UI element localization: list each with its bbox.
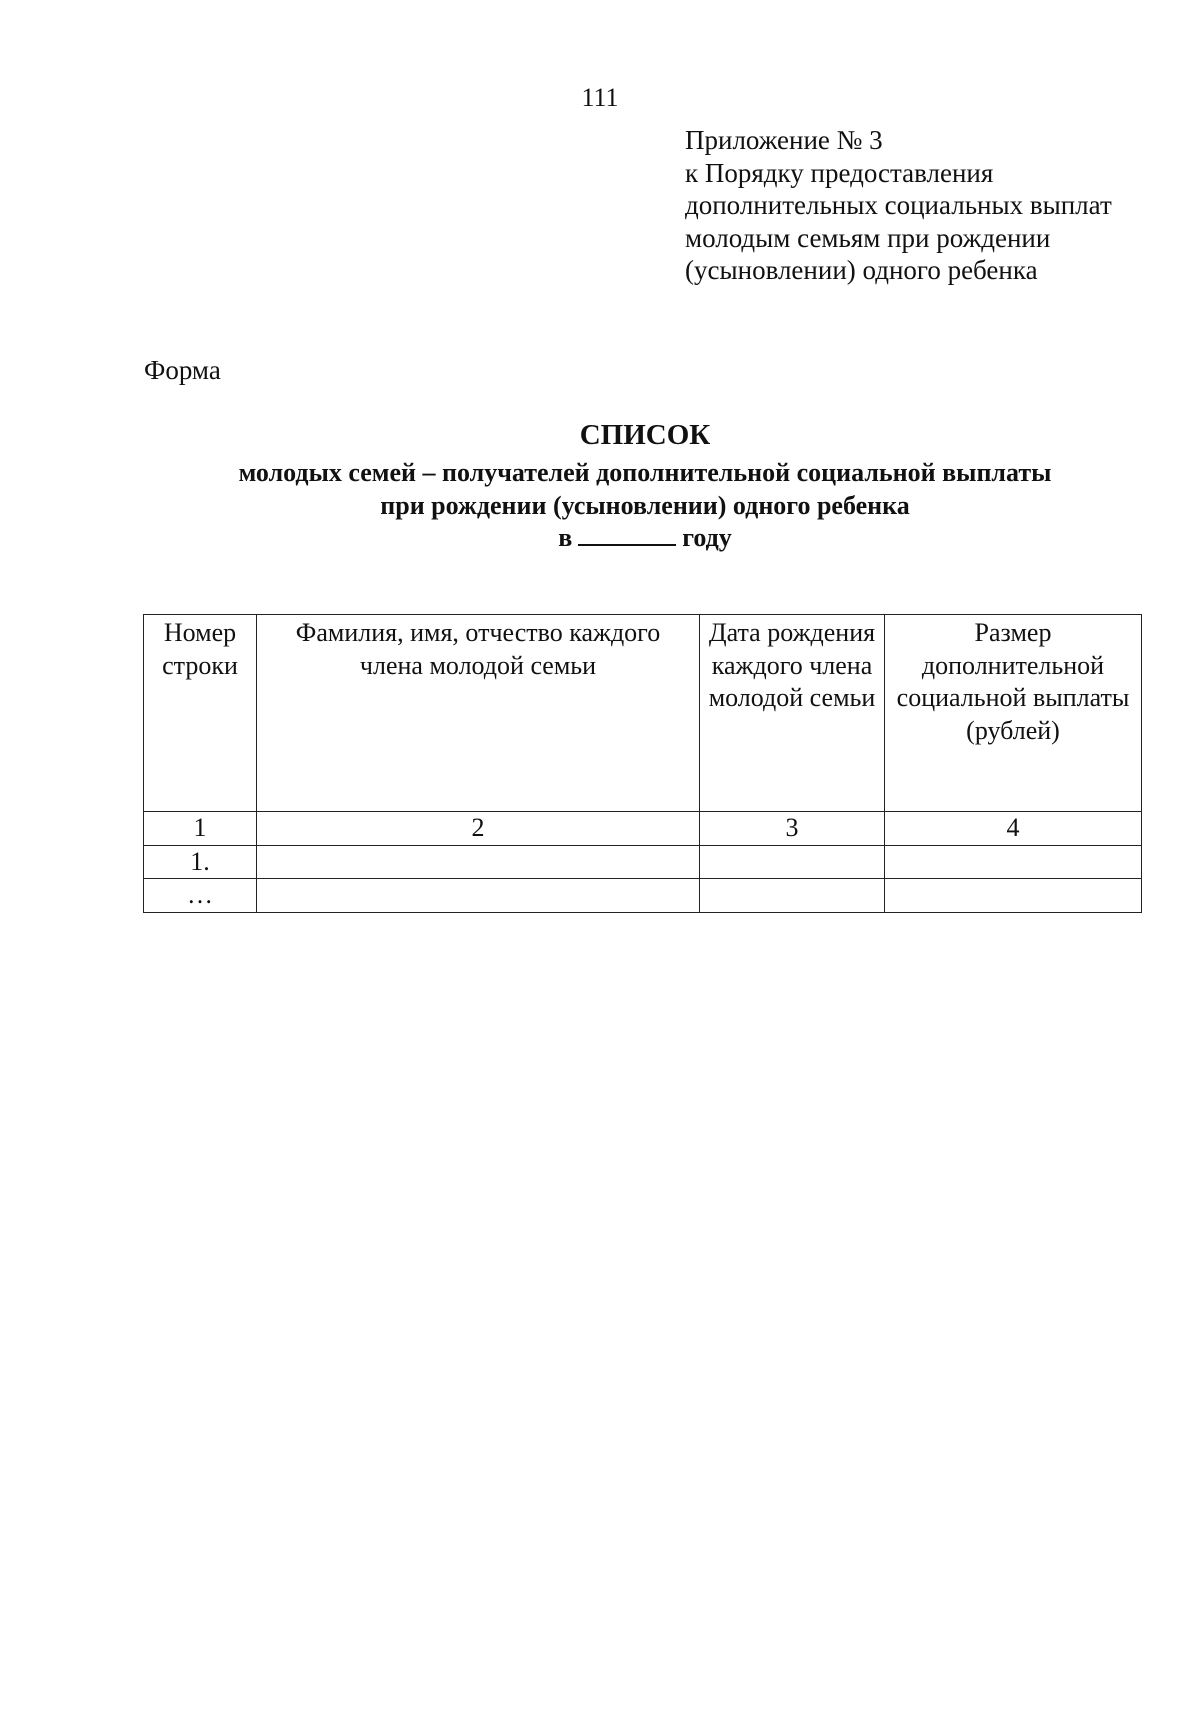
table-cell: 2: [257, 812, 700, 846]
table-cell: …: [144, 879, 257, 913]
year-line: [150, 522, 1140, 554]
recipients-table: [143, 614, 1142, 913]
table-row: [144, 845, 1142, 879]
appendix-line: молодым семьям при рождении: [685, 222, 1051, 253]
table-row: [144, 812, 1142, 846]
form-label: Форма: [144, 355, 221, 385]
table-row: [144, 879, 1142, 913]
table-header-row: [144, 615, 1142, 812]
year-prefix: в: [558, 523, 573, 552]
year-suffix: году: [682, 523, 732, 552]
table-cell: 1: [144, 812, 257, 846]
appendix-block: [685, 124, 1145, 287]
document-subtitle: [150, 456, 1140, 522]
table-cell: [257, 845, 700, 879]
header-row-number: Номер строки: [144, 615, 257, 812]
table-cell: [885, 845, 1142, 879]
appendix-line: дополнительных социальных выплат: [685, 190, 1112, 220]
year-blank-field: [578, 522, 676, 546]
header-payment-amount: Размер дополнительной социальной выплаты (рублей): [885, 615, 1142, 812]
table-cell: [885, 879, 1142, 913]
table-cell: 1.: [144, 845, 257, 879]
appendix-line: Приложение № 3: [685, 125, 883, 155]
table-cell: 3: [700, 812, 885, 846]
table-cell: [700, 879, 885, 913]
appendix-line: к Порядку предоставления: [685, 157, 994, 188]
header-birth-date: Дата рождения каждого члена молодой семьи: [700, 615, 885, 812]
header-full-name: Фамилия, имя, отчество каждого члена молодой семьи: [257, 615, 700, 812]
table-cell: 4: [885, 812, 1142, 846]
document-title: СПИСОК: [579, 419, 711, 451]
page-number: 111: [581, 83, 619, 112]
table-cell: [257, 879, 700, 913]
appendix-line: (усыновлении) одного ребенка: [685, 255, 1038, 285]
table-cell: [700, 845, 885, 879]
subtitle-line: молодых семей – получателей дополнительной социальной выплаты: [238, 458, 1052, 487]
subtitle-line: при рождении (усыновлении) одного ребенка: [380, 491, 910, 520]
